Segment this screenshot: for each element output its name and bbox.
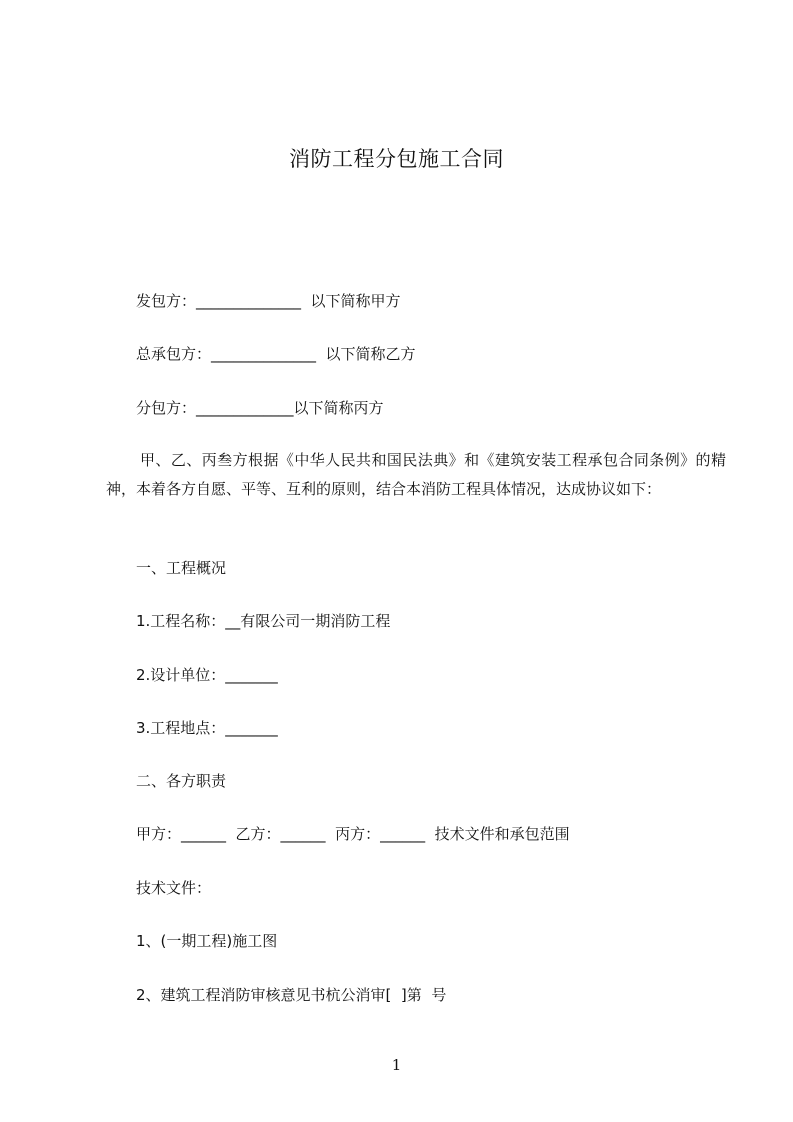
section1-heading: 一、工程概况: [136, 559, 227, 577]
tech-docs-label: 技术文件：: [136, 879, 212, 897]
project-name-item: 1.工程名称：__有限公司一期消防工程: [136, 612, 391, 630]
contract-title: 消防工程分包施工合同: [289, 147, 504, 171]
tech-doc-item: 2、建筑工程消防审核意见书杭公消审[ ]第 号: [136, 986, 447, 1004]
issuer-line: 发包方：______________ 以下简称甲方: [136, 292, 401, 310]
responsibilities-line: 甲方：______ 乙方：______ 丙方：______ 技术文件和承包范围: [136, 825, 570, 843]
general-contractor-line: 总承包方：______________ 以下简称乙方: [136, 345, 416, 363]
page-number: 1: [391, 1056, 402, 1074]
preamble-paragraph: 甲、乙、丙叁方根据《中华人民共和国民法典》和《建筑安装工程承包合同条例》的精神，本着各方自愿、平等、互利的原则，结合本消防工程具体情况，达成协议如下：: [106, 451, 726, 498]
design-unit-item: 2.设计单位：_______: [136, 666, 278, 684]
tech-doc-item: 1、(一期工程)施工图: [136, 932, 278, 950]
section2-heading: 二、各方职责: [136, 772, 227, 790]
subcontractor-line: 分包方：_____________以下简称丙方: [136, 399, 384, 417]
project-location-item: 3.工程地点：_______: [136, 719, 278, 737]
